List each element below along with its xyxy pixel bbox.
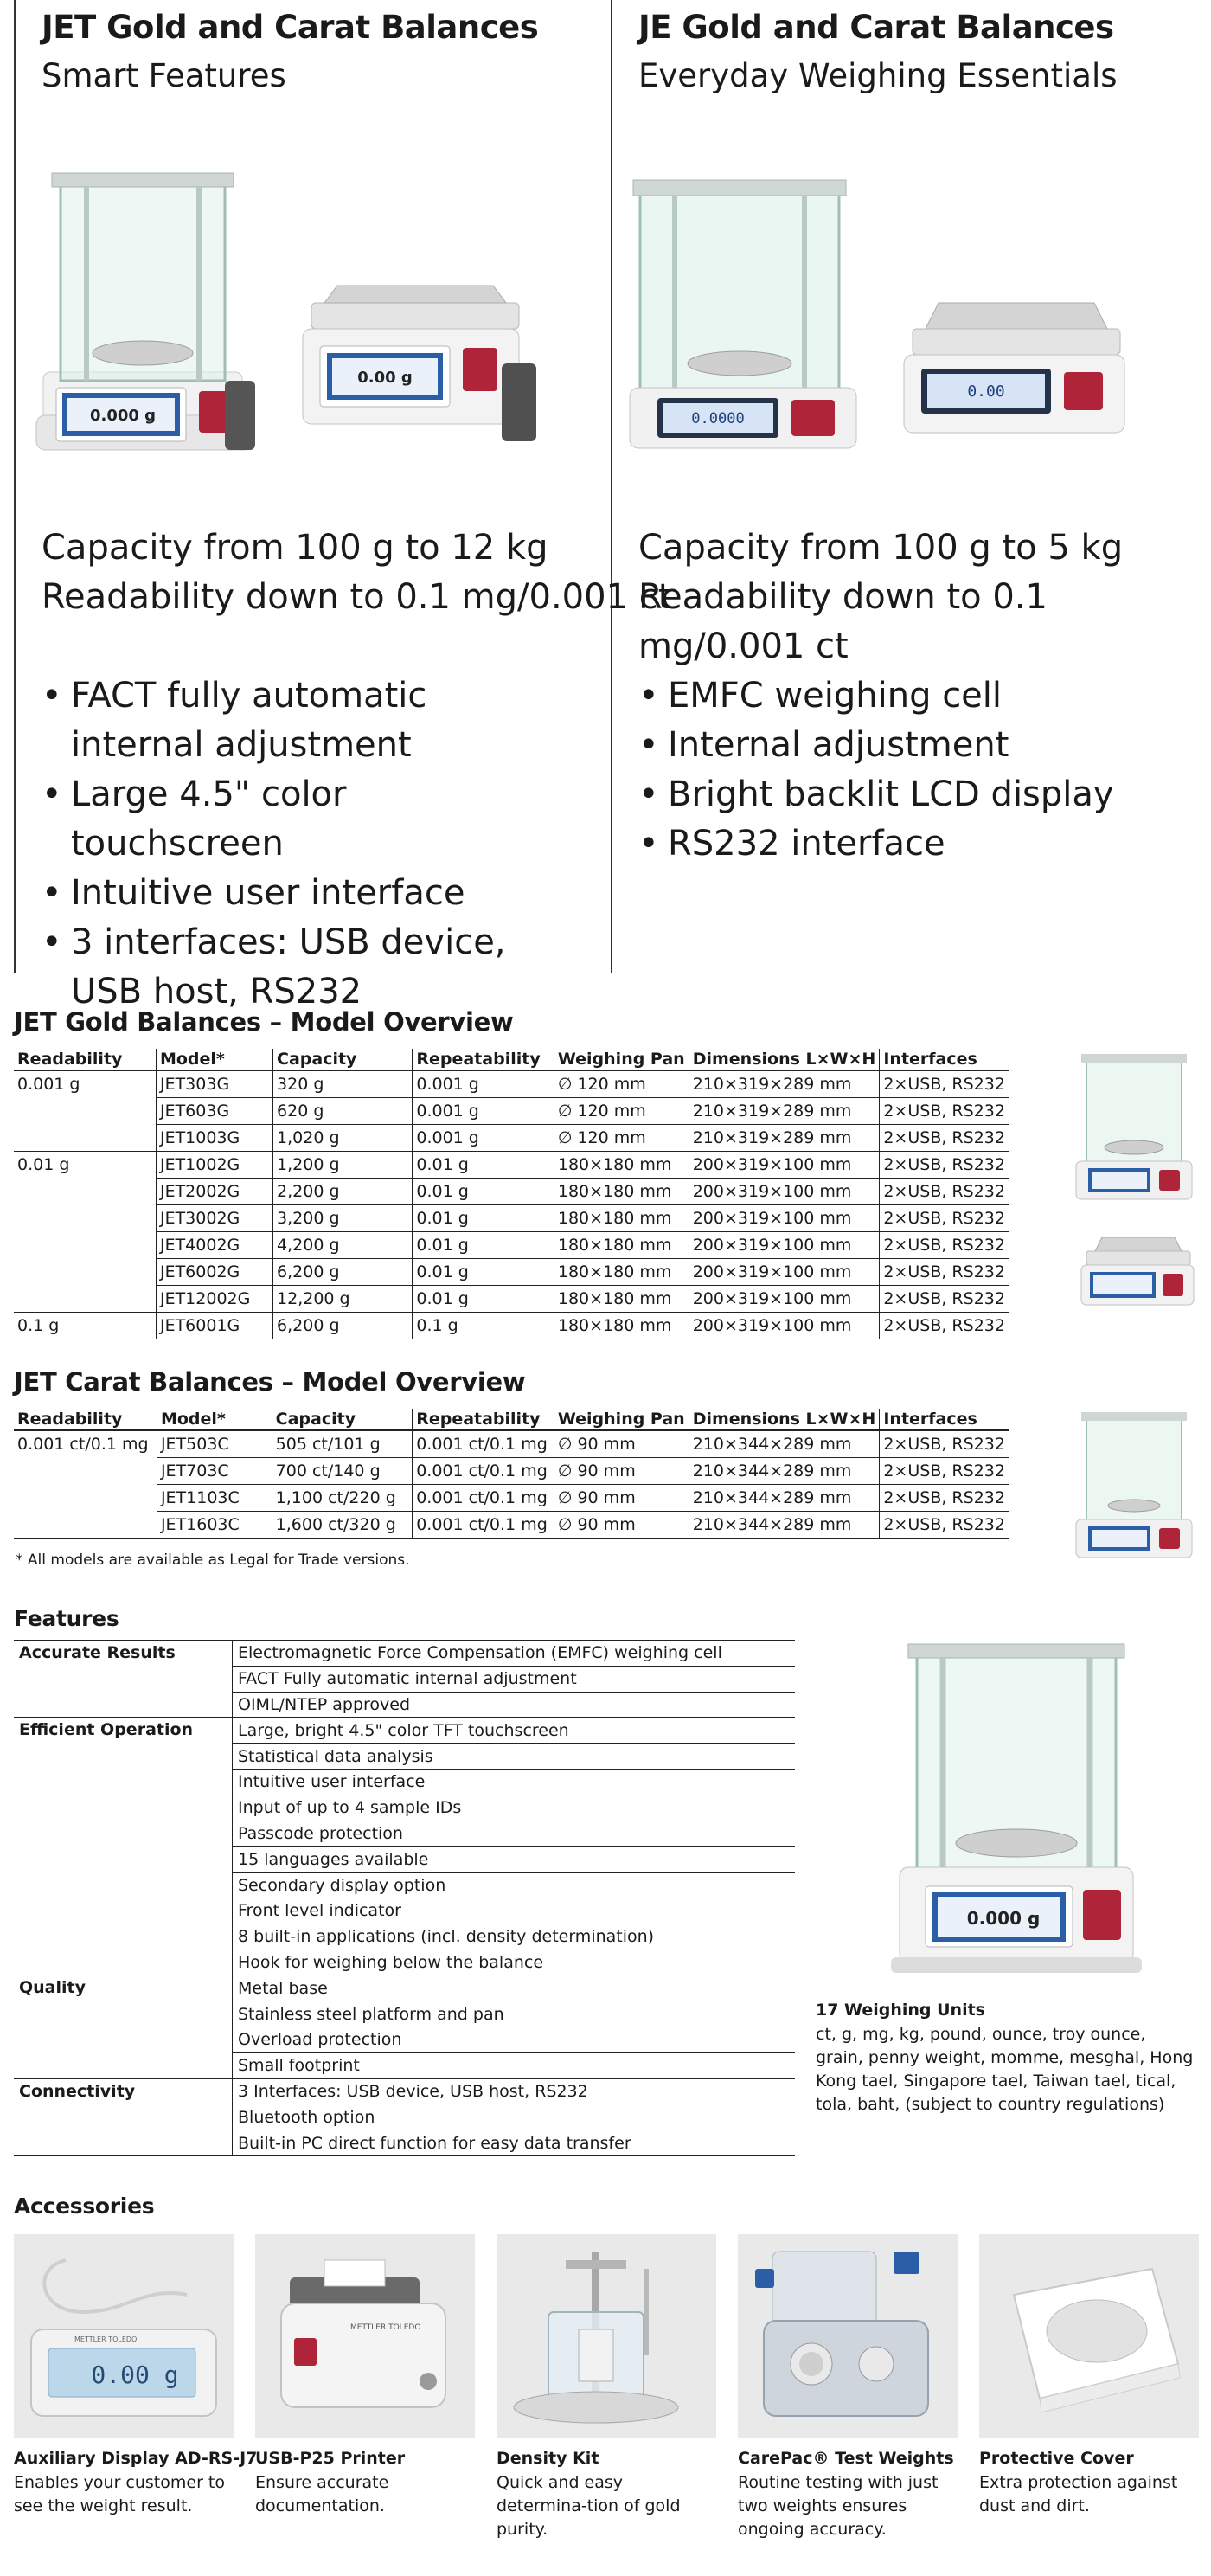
table-row <box>14 1179 1009 1205</box>
je-feature-list <box>638 671 1175 869</box>
jet-precision-display: 0.00 g <box>357 369 413 387</box>
feature-item: Metal base <box>233 1975 796 2001</box>
feature-item: FACT Fully automatic internal adjustment <box>233 1666 796 1692</box>
table-cell: JET1002G <box>156 1152 272 1179</box>
feature-category: Quality <box>14 1975 233 2078</box>
feature-item: Hook for weighing below the balance <box>233 1950 796 1975</box>
table-cell <box>14 1125 156 1152</box>
feature-item: Overload protection <box>233 2027 796 2052</box>
gold-analytical-thumbnail <box>1069 1050 1199 1206</box>
table-cell: 1,020 g <box>273 1125 413 1152</box>
legal-for-trade-note: * All models are available as Legal for Trade versions. <box>16 1551 410 1569</box>
table-cell: 210×319×289 mm <box>689 1125 880 1152</box>
table-row <box>14 1718 795 1744</box>
table-cell: 620 g <box>273 1098 413 1125</box>
je-precision-display: 0.00 <box>967 382 1005 401</box>
feature-category: Accurate Results <box>14 1641 233 1718</box>
header-cell: Dimensions L×W×H <box>689 1049 880 1070</box>
table-cell: 210×344×289 mm <box>689 1485 880 1512</box>
table-cell: 6,200 g <box>273 1313 413 1339</box>
table-cell: 210×344×289 mm <box>689 1512 880 1539</box>
table-cell <box>14 1098 156 1125</box>
carat-analytical-thumbnail <box>1069 1409 1199 1564</box>
table-cell: 200×319×100 mm <box>689 1313 880 1339</box>
je-capacity: Capacity from 100 g to 5 kg <box>638 528 1124 568</box>
table-cell: 1,100 ct/220 g <box>272 1485 413 1512</box>
weighing-units-list: ct, g, mg, kg, pound, ounce, troy ounce, grain, penny weight, momme, mesghal, Hong Kong tael, Singapore tael, Taiwan tael, tical, tola, baht, (subject to country regulations) <box>816 2025 1194 2114</box>
table-cell: 180×180 mm <box>554 1205 689 1232</box>
table-cell: 0.001 g <box>413 1070 554 1098</box>
table-cell: 210×344×289 mm <box>689 1430 880 1458</box>
table-cell: JET12002G <box>156 1286 272 1313</box>
header-cell: Weighing Pan <box>554 1049 689 1070</box>
features-title: Features <box>14 1606 119 1631</box>
jet-capacity: Capacity from 100 g to 12 kg <box>42 528 548 568</box>
table-cell: 2×USB, RS232 <box>880 1098 1009 1125</box>
table-row <box>14 1070 1009 1098</box>
accessory-title: Density Kit <box>497 2449 599 2468</box>
table-cell: ∅ 120 mm <box>554 1125 689 1152</box>
carepac-test-weights-image <box>738 2234 958 2438</box>
accessory-title: Auxiliary Display AD-RS-J7 <box>14 2449 258 2468</box>
table-cell: 320 g <box>273 1070 413 1098</box>
table-cell: 505 ct/101 g <box>272 1430 413 1458</box>
table-cell: JET503C <box>157 1430 272 1458</box>
table-cell: 0.001 ct/0.1 mg <box>413 1512 554 1539</box>
table-cell <box>14 1512 157 1539</box>
table-cell: 180×180 mm <box>554 1152 689 1179</box>
je-feature-item: • RS232 interface <box>638 819 1175 869</box>
table-cell: 2×USB, RS232 <box>880 1205 1009 1232</box>
table-cell: 2×USB, RS232 <box>880 1259 1009 1286</box>
table-cell: 2×USB, RS232 <box>880 1179 1009 1205</box>
features-table <box>14 1640 795 2156</box>
table-cell: 2×USB, RS232 <box>880 1125 1009 1152</box>
table-cell: 2×USB, RS232 <box>880 1485 1009 1512</box>
jet-panel-title: JET Gold and Carat Balances <box>42 9 539 46</box>
table-cell: 0.001 g <box>413 1125 554 1152</box>
table-cell: 200×319×100 mm <box>689 1205 880 1232</box>
header-cell: Model* <box>156 1049 272 1070</box>
table-cell: 0.01 g <box>413 1179 554 1205</box>
feature-item: 3 Interfaces: USB device, USB host, RS232 <box>233 2078 796 2104</box>
table-cell: 2×USB, RS232 <box>880 1286 1009 1313</box>
printer-brand: METTLER TOLEDO <box>350 2323 421 2332</box>
table-cell <box>14 1485 157 1512</box>
table-cell: 180×180 mm <box>554 1232 689 1259</box>
table-cell: JET303G <box>156 1070 272 1098</box>
table-cell: 4,200 g <box>273 1232 413 1259</box>
table-cell: 2×USB, RS232 <box>880 1458 1009 1485</box>
table-row <box>14 2078 795 2104</box>
table-cell: ∅ 120 mm <box>554 1098 689 1125</box>
accessory-description: Quick and easy determina-tion of gold purity. <box>497 2473 681 2539</box>
density-kit-image <box>497 2234 716 2438</box>
accessory-description: Routine testing with just two weights ensures ongoing accuracy. <box>738 2473 939 2539</box>
gold-model-table <box>14 1049 1009 1339</box>
auxiliary-display-readout: 0.00 g <box>91 2361 179 2389</box>
je-feature-item: • EMFC weighing cell <box>638 671 1175 721</box>
table-row <box>14 1313 1009 1339</box>
feature-item: Intuitive user interface <box>233 1769 796 1795</box>
table-cell: 180×180 mm <box>554 1179 689 1205</box>
header-cell: Dimensions L×W×H <box>689 1409 880 1430</box>
table-cell: 6,200 g <box>273 1259 413 1286</box>
table-cell: 200×319×100 mm <box>689 1179 880 1205</box>
table-cell: 0.01 g <box>413 1205 554 1232</box>
feature-item: Stainless steel platform and pan <box>233 2001 796 2027</box>
table-cell: 0.01 g <box>413 1259 554 1286</box>
table-cell: 0.001 ct/0.1 mg <box>413 1458 554 1485</box>
table-cell: 0.001 g <box>17 1075 80 1095</box>
feature-balance-display: 0.000 g <box>966 1908 1041 1929</box>
table-row <box>14 1259 1009 1286</box>
table-cell: 0.1 g <box>14 1313 156 1339</box>
accessory-description: Enables your customer to see the weight result. <box>14 2473 226 2515</box>
accessory-title: USB-P25 Printer <box>255 2449 406 2468</box>
table-cell: JET3002G <box>156 1205 272 1232</box>
table-row <box>14 1232 1009 1259</box>
accessory-title: Protective Cover <box>979 2449 1134 2468</box>
left-panel-rule <box>14 0 16 973</box>
feature-item: Bluetooth option <box>233 2104 796 2130</box>
table-cell: 0.001 g <box>413 1098 554 1125</box>
weighing-units-title: 17 Weighing Units <box>816 2001 985 2020</box>
table-cell: 0.01 g <box>17 1155 70 1175</box>
table-cell: 0.001 ct/0.1 mg <box>413 1430 554 1458</box>
table-cell: 1,600 ct/320 g <box>272 1512 413 1539</box>
table-cell: JET1103C <box>157 1485 272 1512</box>
jet-panel-subtitle: Smart Features <box>42 57 286 94</box>
table-row <box>14 1430 1009 1458</box>
table-row <box>14 1458 1009 1485</box>
table-cell: 200×319×100 mm <box>689 1259 880 1286</box>
table-cell: 180×180 mm <box>554 1286 689 1313</box>
table-cell: JET1003G <box>156 1125 272 1152</box>
feature-category: Efficient Operation <box>14 1718 233 1975</box>
table-cell: 700 ct/140 g <box>272 1458 413 1485</box>
auxiliary-display-brand: METTLER TOLEDO <box>74 2335 138 2343</box>
feature-item: 15 languages available <box>233 1847 796 1873</box>
table-cell: JET2002G <box>156 1179 272 1205</box>
table-row <box>14 1152 1009 1179</box>
table-cell: 2×USB, RS232 <box>880 1152 1009 1179</box>
table-cell: 2×USB, RS232 <box>880 1313 1009 1339</box>
table-cell: JET1603C <box>157 1512 272 1539</box>
table-row <box>14 1205 1009 1232</box>
table-cell: JET6002G <box>156 1259 272 1286</box>
table-cell <box>14 1205 156 1232</box>
table-cell: 2×USB, RS232 <box>880 1232 1009 1259</box>
table-row <box>14 1286 1009 1313</box>
je-panel-subtitle: Everyday Weighing Essentials <box>638 57 1118 94</box>
carat-model-table <box>14 1409 1009 1539</box>
table-cell <box>14 1286 156 1313</box>
table-cell: 3,200 g <box>273 1205 413 1232</box>
je-readability: Readability down to 0.1 mg/0.001 ct <box>638 577 1048 666</box>
accessories-title: Accessories <box>14 2194 155 2219</box>
table-cell: 0.1 g <box>413 1313 554 1339</box>
je-panel-title: JE Gold and Carat Balances <box>638 9 1114 46</box>
je-feature-item: • Internal adjustment <box>638 721 1175 770</box>
jet-feature-item: • Intuitive user interface <box>42 869 569 918</box>
header-cell: Weighing Pan <box>554 1409 689 1430</box>
protective-cover-image <box>979 2234 1199 2438</box>
table-cell: JET703C <box>157 1458 272 1485</box>
header-cell: Repeatability <box>413 1049 554 1070</box>
header-cell: Capacity <box>272 1409 413 1430</box>
table-cell: ∅ 90 mm <box>554 1512 689 1539</box>
table-cell: ∅ 90 mm <box>554 1458 689 1485</box>
feature-item: Large, bright 4.5" color TFT touchscreen <box>233 1718 796 1744</box>
table-cell: 200×319×100 mm <box>689 1152 880 1179</box>
table-cell: 0.01 g <box>413 1286 554 1313</box>
jet-feature-item: • FACT fully automatic internal adjustment <box>42 671 569 770</box>
jet-feature-item: • Large 4.5" color touchscreen <box>42 770 569 869</box>
header-cell: Interfaces <box>880 1049 1009 1070</box>
accessory-description: Extra protection against dust and dirt. <box>979 2473 1178 2515</box>
table-cell: 180×180 mm <box>554 1313 689 1339</box>
table-row <box>14 1098 1009 1125</box>
header-cell: Interfaces <box>880 1409 1009 1430</box>
right-panel-rule <box>611 0 612 973</box>
table-cell: 12,200 g <box>273 1286 413 1313</box>
table-cell <box>14 1232 156 1259</box>
feature-item: Input of up to 4 sample IDs <box>233 1795 796 1821</box>
header-cell: Readability <box>14 1049 156 1070</box>
table-cell: 2×USB, RS232 <box>880 1512 1009 1539</box>
table-cell <box>14 1259 156 1286</box>
table-cell: JET603G <box>156 1098 272 1125</box>
header-cell: Readability <box>14 1409 157 1430</box>
table-cell: JET6001G <box>156 1313 272 1339</box>
carat-overview-title: JET Carat Balances – Model Overview <box>14 1367 526 1397</box>
table-cell: 200×319×100 mm <box>689 1232 880 1259</box>
feature-item: Built-in PC direct function for easy data transfer <box>233 2130 796 2156</box>
table-row <box>14 1125 1009 1152</box>
header-cell: Model* <box>157 1409 272 1430</box>
table-cell: 2×USB, RS232 <box>880 1430 1009 1458</box>
table-row <box>14 1512 1009 1539</box>
usb-printer-image <box>255 2234 475 2438</box>
jet-feature-item: • 3 interfaces: USB device, USB host, RS232 <box>42 918 569 1017</box>
table-cell: 210×319×289 mm <box>689 1070 880 1098</box>
header-cell: Repeatability <box>413 1409 554 1430</box>
auxiliary-display-image <box>14 2234 234 2438</box>
feature-item: Front level indicator <box>233 1898 796 1924</box>
feature-item: Secondary display option <box>233 1873 796 1898</box>
feature-item: Statistical data analysis <box>233 1744 796 1770</box>
header-cell: Capacity <box>273 1049 413 1070</box>
jet-readability: Readability down to 0.1 mg/0.001 ct <box>42 577 672 617</box>
jet-analytical-display: 0.000 g <box>89 407 157 425</box>
gold-table-header <box>14 1049 1009 1070</box>
table-cell: JET4002G <box>156 1232 272 1259</box>
table-row <box>14 1641 795 1667</box>
gold-precision-thumbnail <box>1069 1225 1199 1312</box>
table-cell: 210×319×289 mm <box>689 1098 880 1125</box>
jet-feature-list <box>42 671 569 1017</box>
feature-item: Electromagnetic Force Compensation (EMFC) weighing cell <box>233 1641 796 1667</box>
table-row <box>14 1975 795 2001</box>
table-cell: 2,200 g <box>273 1179 413 1205</box>
table-cell: 2×USB, RS232 <box>880 1070 1009 1098</box>
je-feature-item: • Bright backlit LCD display <box>638 770 1175 819</box>
table-cell <box>14 1179 156 1205</box>
accessory-description: Ensure accurate documentation. <box>255 2473 389 2515</box>
feature-category: Connectivity <box>14 2078 233 2155</box>
table-cell: 0.001 ct/0.1 mg <box>17 1435 149 1455</box>
table-cell: ∅ 120 mm <box>554 1070 689 1098</box>
table-cell: 200×319×100 mm <box>689 1286 880 1313</box>
table-cell: 0.01 g <box>413 1152 554 1179</box>
feature-item: Passcode protection <box>233 1821 796 1847</box>
feature-balance-image <box>874 1635 1159 1982</box>
table-cell: ∅ 90 mm <box>554 1430 689 1458</box>
table-cell: 0.01 g <box>413 1232 554 1259</box>
je-analytical-display: 0.0000 <box>691 410 745 427</box>
je-balances-image <box>623 164 1194 459</box>
table-cell: 0.001 ct/0.1 mg <box>413 1485 554 1512</box>
table-cell <box>14 1458 157 1485</box>
feature-item: 8 built-in applications (incl. density determination) <box>233 1924 796 1950</box>
accessory-title: CarePac® Test Weights <box>738 2449 954 2468</box>
feature-item: Small footprint <box>233 2052 796 2078</box>
table-cell: 210×344×289 mm <box>689 1458 880 1485</box>
jet-balances-image <box>26 164 597 459</box>
table-cell: 180×180 mm <box>554 1259 689 1286</box>
carat-table-header <box>14 1409 1009 1430</box>
table-cell: 1,200 g <box>273 1152 413 1179</box>
table-row <box>14 1485 1009 1512</box>
table-cell: ∅ 90 mm <box>554 1485 689 1512</box>
gold-overview-title: JET Gold Balances – Model Overview <box>14 1007 514 1037</box>
feature-item: OIML/NTEP approved <box>233 1692 796 1718</box>
